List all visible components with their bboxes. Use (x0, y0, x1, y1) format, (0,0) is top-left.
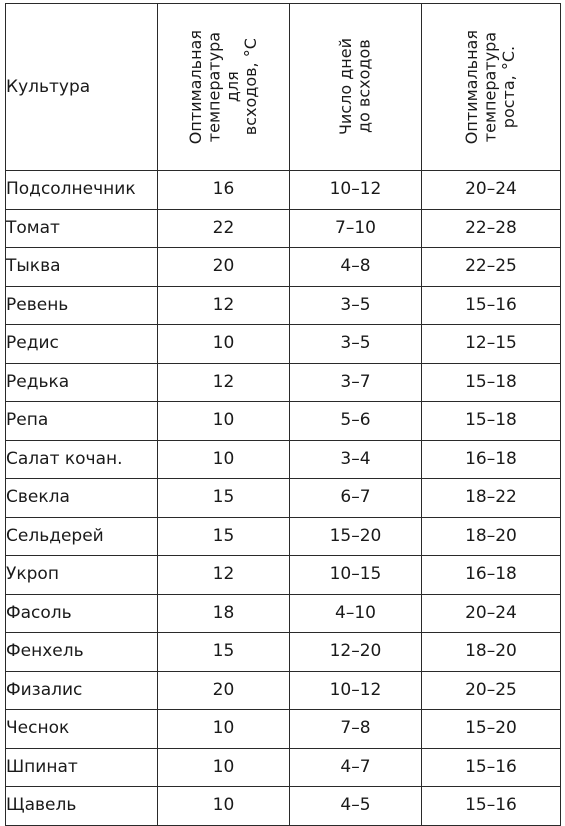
cell-days: 10–12 (290, 671, 422, 710)
cell-culture: Редька (6, 363, 158, 402)
cell-days: 4–10 (290, 594, 422, 633)
cell-days: 3–4 (290, 440, 422, 479)
table-row (6, 171, 561, 210)
cell-days: 15–20 (290, 517, 422, 556)
cell-culture: Ревень (6, 286, 158, 325)
header-days-cell (290, 4, 422, 171)
cell-days: 10–12 (290, 171, 422, 210)
cell-growth-temp: 16–18 (422, 440, 561, 479)
table-row (6, 633, 561, 672)
cell-culture: Фенхель (6, 633, 158, 672)
cell-days: 3–5 (290, 325, 422, 364)
table-row (6, 363, 561, 402)
cell-growth-temp: 15–16 (422, 787, 561, 826)
cell-growth-temp: 15–18 (422, 402, 561, 441)
header-germination-temp-cell (158, 4, 290, 171)
cell-days: 4–8 (290, 248, 422, 287)
table-row (6, 671, 561, 710)
table-row (6, 209, 561, 248)
cell-days: 5–6 (290, 402, 422, 441)
header-days-to-emergence: Число дней до всходов (336, 38, 374, 136)
table-row (6, 556, 561, 595)
cell-growth-temp: 15–20 (422, 710, 561, 749)
table-row (6, 710, 561, 749)
cell-culture: Чеснок (6, 710, 158, 749)
cell-germination-temp: 15 (158, 479, 290, 518)
cell-germination-temp: 12 (158, 363, 290, 402)
cell-days: 7–10 (290, 209, 422, 248)
cell-culture: Томат (6, 209, 158, 248)
header-growth-temp-cell (422, 4, 561, 171)
table-row (6, 286, 561, 325)
cell-days: 4–7 (290, 748, 422, 787)
header-germination-temp: Оптимальная температура для всходов, °С (185, 29, 260, 145)
cell-germination-temp: 10 (158, 710, 290, 749)
crop-table (5, 3, 561, 826)
cell-growth-temp: 20–25 (422, 671, 561, 710)
cell-germination-temp: 20 (158, 671, 290, 710)
header-culture: Культура (6, 4, 158, 171)
table-row (6, 748, 561, 787)
table-row (6, 402, 561, 441)
cell-germination-temp: 15 (158, 517, 290, 556)
cell-germination-temp: 20 (158, 248, 290, 287)
cell-growth-temp: 18–22 (422, 479, 561, 518)
cell-growth-temp: 20–24 (422, 594, 561, 633)
cell-culture: Подсолнечник (6, 171, 158, 210)
table-row (6, 787, 561, 826)
cell-growth-temp: 15–16 (422, 748, 561, 787)
cell-germination-temp: 15 (158, 633, 290, 672)
cell-growth-temp: 22–28 (422, 209, 561, 248)
cell-growth-temp: 15–18 (422, 363, 561, 402)
cell-culture: Шпинат (6, 748, 158, 787)
cell-growth-temp: 20–24 (422, 171, 561, 210)
cell-culture: Свекла (6, 479, 158, 518)
cell-germination-temp: 10 (158, 325, 290, 364)
cell-days: 3–7 (290, 363, 422, 402)
cell-culture: Фасоль (6, 594, 158, 633)
cell-germination-temp: 12 (158, 286, 290, 325)
table-row (6, 479, 561, 518)
cell-germination-temp: 10 (158, 748, 290, 787)
cell-growth-temp: 18–20 (422, 517, 561, 556)
cell-days: 3–5 (290, 286, 422, 325)
cell-culture: Физалис (6, 671, 158, 710)
cell-germination-temp: 18 (158, 594, 290, 633)
table-row (6, 325, 561, 364)
cell-germination-temp: 12 (158, 556, 290, 595)
cell-germination-temp: 10 (158, 440, 290, 479)
cell-growth-temp: 12–15 (422, 325, 561, 364)
cell-culture: Тыква (6, 248, 158, 287)
cell-culture: Редис (6, 325, 158, 364)
cell-growth-temp: 22–25 (422, 248, 561, 287)
cell-growth-temp: 18–20 (422, 633, 561, 672)
cell-culture: Щавель (6, 787, 158, 826)
cell-days: 4–5 (290, 787, 422, 826)
table-row (6, 248, 561, 287)
cell-culture: Репа (6, 402, 158, 441)
cell-days: 7–8 (290, 710, 422, 749)
table-body (6, 171, 561, 826)
cell-culture: Укроп (6, 556, 158, 595)
cell-days: 6–7 (290, 479, 422, 518)
cell-germination-temp: 16 (158, 171, 290, 210)
table-row (6, 517, 561, 556)
header-growth-temp: Оптимальная температура роста, °С. (462, 29, 519, 145)
cell-culture: Сельдерей (6, 517, 158, 556)
table-row (6, 594, 561, 633)
header-row (6, 4, 561, 171)
cell-days: 12–20 (290, 633, 422, 672)
cell-germination-temp: 10 (158, 402, 290, 441)
cell-germination-temp: 10 (158, 787, 290, 826)
cell-germination-temp: 22 (158, 209, 290, 248)
cell-growth-temp: 15–16 (422, 286, 561, 325)
cell-days: 10–15 (290, 556, 422, 595)
table-row (6, 440, 561, 479)
cell-culture: Салат кочан. (6, 440, 158, 479)
cell-growth-temp: 16–18 (422, 556, 561, 595)
